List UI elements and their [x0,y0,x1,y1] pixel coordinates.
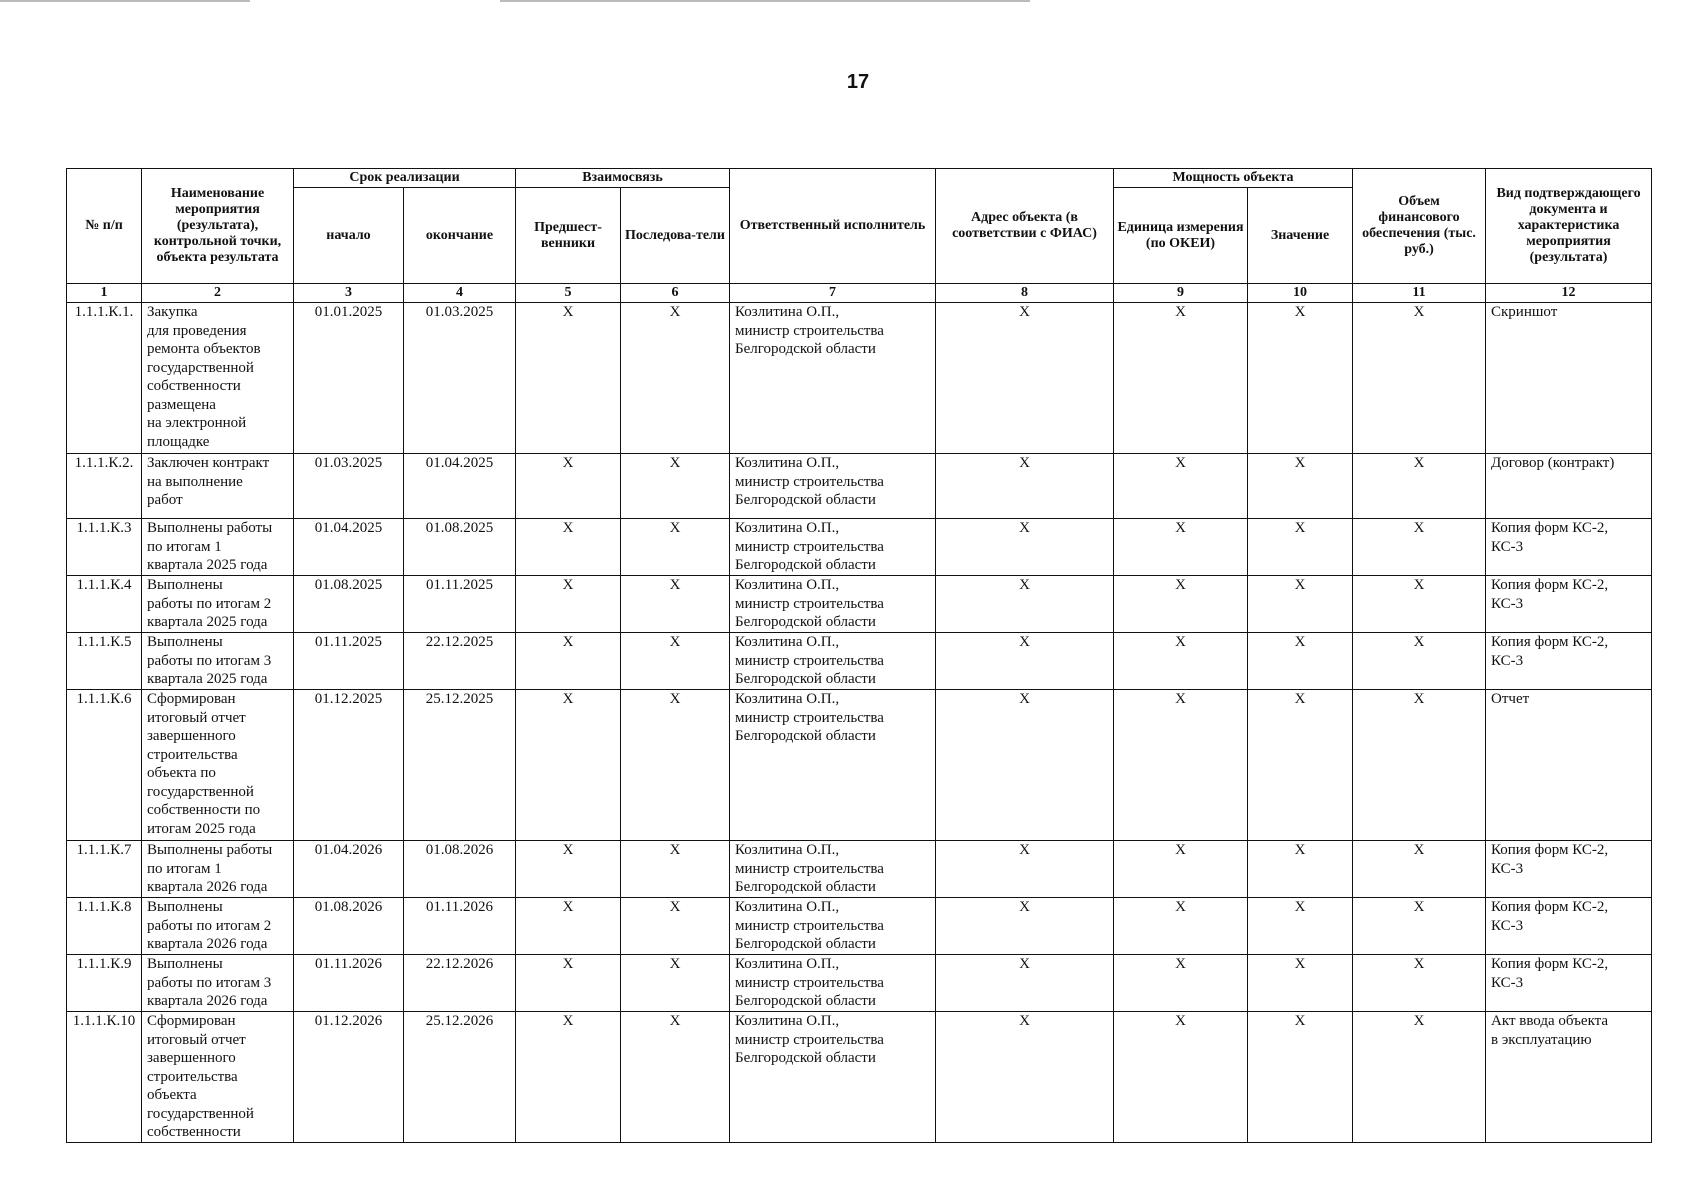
row-number: 1.1.1.К.1. [67,303,142,454]
start-date: 01.04.2025 [294,519,404,576]
finance-volume: Х [1353,633,1486,690]
event-name-line: работы по итогам 3 [147,652,272,669]
responsible-line: Козлитина О.П., [735,520,840,536]
document-type [1486,1012,1652,1143]
event-name-line: завершенного [147,1050,236,1066]
end-date: 25.12.2025 [404,690,516,841]
capacity-value: Х [1248,898,1353,955]
table-row [67,576,1652,633]
table-body [67,303,1652,1143]
successors: Х [621,303,730,454]
table-row [67,519,1652,576]
event-name-line: Выполнены [147,899,223,915]
capacity-unit: Х [1114,841,1248,898]
predecessors: Х [516,576,621,633]
event-name-line: итоговый отчет [147,1031,246,1048]
event-name-line: Выполнены [147,577,223,593]
header-unit: Единица измерения (по ОКЕИ) [1114,188,1248,284]
finance-volume: Х [1353,690,1486,841]
responsible-line: Козлитина О.П., [735,1013,840,1029]
responsible-line: Белгородской области [735,879,876,895]
column-number: 6 [621,284,730,303]
responsible [730,454,936,519]
event-name-line: Заключен контракт [147,455,270,471]
column-number: 8 [936,284,1114,303]
capacity-value: Х [1248,955,1353,1012]
event-name [142,454,294,519]
column-number-row [67,284,1652,303]
document-type [1486,633,1652,690]
row-number: 1.1.1.К.8 [67,898,142,955]
control-points-table [66,168,1652,1143]
object-address: Х [936,454,1114,519]
capacity-value: Х [1248,519,1353,576]
document-type [1486,303,1652,454]
table-row [67,454,1652,519]
event-name-line: Выполнены [147,956,223,972]
capacity-unit: Х [1114,303,1248,454]
capacity-value: Х [1248,841,1353,898]
predecessors: Х [516,303,621,454]
header-term-start: начало [294,188,404,284]
successors: Х [621,576,730,633]
column-number: 3 [294,284,404,303]
responsible-line: Козлитина О.П., [735,899,840,915]
responsible-line: министр строительства [735,538,884,555]
event-name-line: строительства [147,746,238,763]
responsible-line: министр строительства [735,1031,884,1048]
header-finance: Объем финансового обеспечения (тыс. руб.) [1353,169,1486,284]
scan-edge-line [0,0,250,2]
column-number: 10 [1248,284,1353,303]
header-link-prev: Предшест-венники [516,188,621,284]
capacity-unit: Х [1114,519,1248,576]
table-row [67,690,1652,841]
responsible-line: Козлитина О.П., [735,842,840,858]
event-name-line: Выполнены работы [147,520,273,536]
end-date: 01.03.2025 [404,303,516,454]
document-type-line: Копия форм КС-2, [1491,842,1609,858]
document-type-line: Копия форм КС-2, [1491,956,1609,972]
successors: Х [621,690,730,841]
capacity-unit: Х [1114,633,1248,690]
capacity-value: Х [1248,454,1353,519]
predecessors: Х [516,454,621,519]
header-name: Наименование мероприятия (результата), контрольной точки, объекта результата [142,169,294,284]
responsible-line: Козлитина О.П., [735,956,840,972]
start-date: 01.08.2026 [294,898,404,955]
document-type-line: Скриншот [1491,304,1558,320]
capacity-unit: Х [1114,576,1248,633]
event-name-line: собственности [147,1124,241,1140]
document-type-line: КС-3 [1491,652,1524,669]
header-doc-type: Вид подтверждающего документа и характеристика мероприятия (результата) [1486,169,1652,284]
capacity-unit: Х [1114,454,1248,519]
event-name [142,841,294,898]
row-number: 1.1.1.К.5 [67,633,142,690]
end-date: 01.11.2025 [404,576,516,633]
row-number: 1.1.1.К.3 [67,519,142,576]
event-name-line: работы по итогам 2 [147,917,272,934]
event-name-line: работы по итогам 3 [147,974,272,991]
event-name [142,303,294,454]
object-address: Х [936,690,1114,841]
responsible-line: Белгородской области [735,492,876,508]
responsible-line: Белгородской области [735,557,876,573]
end-date: 22.12.2026 [404,955,516,1012]
responsible-line: министр строительства [735,917,884,934]
finance-volume: Х [1353,955,1486,1012]
event-name-line: по итогам 1 [147,860,222,877]
responsible-line: Козлитина О.П., [735,455,840,471]
object-address: Х [936,303,1114,454]
event-name-line: завершенного [147,728,236,744]
row-number: 1.1.1.К.10 [67,1012,142,1143]
table-header [67,169,1652,303]
event-name-line: собственности [147,378,241,394]
event-name-line: работ [147,492,183,508]
event-name-line: площадке [147,433,210,450]
document-type-line: Копия форм КС-2, [1491,899,1609,915]
column-number: 5 [516,284,621,303]
responsible-line: министр строительства [735,473,884,490]
column-number: 7 [730,284,936,303]
event-name-line: квартала 2025 года [147,671,268,687]
finance-volume: Х [1353,841,1486,898]
finance-volume: Х [1353,303,1486,454]
responsible-line: Белгородской области [735,614,876,630]
start-date: 01.12.2025 [294,690,404,841]
end-date: 25.12.2026 [404,1012,516,1143]
event-name-line: Выполнены [147,634,223,650]
event-name-line: объекта по [147,765,216,781]
column-number: 12 [1486,284,1652,303]
row-number: 1.1.1.К.7 [67,841,142,898]
header-address: Адрес объекта (в соответствии с ФИАС) [936,169,1114,284]
responsible-line: Белгородской области [735,341,876,357]
object-address: Х [936,1012,1114,1143]
successors: Х [621,898,730,955]
header-value: Значение [1248,188,1353,284]
successors: Х [621,955,730,1012]
object-address: Х [936,576,1114,633]
capacity-value: Х [1248,690,1353,841]
document-type [1486,519,1652,576]
header-responsible: Ответственный исполнитель [730,169,936,284]
event-name-line: ремонта объектов [147,341,261,357]
table-row [67,1012,1652,1143]
document-type-line: Акт ввода объекта [1491,1013,1609,1029]
document-type-line: КС-3 [1491,917,1524,934]
responsible [730,841,936,898]
start-date: 01.11.2025 [294,633,404,690]
successors: Х [621,633,730,690]
responsible-line: министр строительства [735,322,884,339]
responsible [730,576,936,633]
event-name-line: Закупка [147,304,198,320]
responsible-line: Козлитина О.П., [735,634,840,650]
event-name-line: квартала 2026 года [147,936,268,952]
event-name [142,519,294,576]
responsible [730,1012,936,1143]
document-type-line: Отчет [1491,691,1530,707]
predecessors: Х [516,898,621,955]
table-row [67,633,1652,690]
responsible-line: министр строительства [735,709,884,726]
event-name-line: работы по итогам 2 [147,595,272,612]
start-date: 01.04.2026 [294,841,404,898]
event-name [142,898,294,955]
start-date: 01.03.2025 [294,454,404,519]
table-row [67,955,1652,1012]
event-name [142,576,294,633]
responsible-line: Белгородской области [735,728,876,744]
capacity-value: Х [1248,303,1353,454]
table-row [67,303,1652,454]
capacity-unit: Х [1114,690,1248,841]
table-row [67,841,1652,898]
object-address: Х [936,898,1114,955]
start-date: 01.11.2026 [294,955,404,1012]
document-type [1486,898,1652,955]
successors: Х [621,841,730,898]
document-type-line: КС-3 [1491,974,1524,991]
responsible-line: Белгородской области [735,993,876,1009]
document-type-line: Копия форм КС-2, [1491,634,1609,650]
page-number: 17 [846,71,870,93]
header-link-group: Взаимосвязь [516,169,730,188]
finance-volume: Х [1353,454,1486,519]
predecessors: Х [516,955,621,1012]
event-name [142,1012,294,1143]
header-capacity-group: Мощность объекта [1114,169,1353,188]
header-num: № п/п [67,169,142,284]
start-date: 01.01.2025 [294,303,404,454]
start-date: 01.12.2026 [294,1012,404,1143]
object-address: Х [936,633,1114,690]
document-type-line: Договор (контракт) [1491,455,1615,471]
responsible-line: Козлитина О.П., [735,577,840,593]
column-number: 11 [1353,284,1486,303]
end-date: 22.12.2025 [404,633,516,690]
event-name-line: Выполнены работы [147,842,273,858]
column-number: 4 [404,284,516,303]
event-name-line: итоговый отчет [147,709,246,726]
object-address: Х [936,841,1114,898]
event-name-line: квартала 2026 года [147,993,268,1009]
event-name-line: государственной [147,359,254,376]
event-name-line: по итогам 1 [147,538,222,555]
header-link-next: Последова-тели [621,188,730,284]
header-term-group: Срок реализации [294,169,516,188]
event-name [142,690,294,841]
event-name-line: размещена [147,396,216,413]
row-number: 1.1.1.К.2. [67,454,142,519]
end-date: 01.11.2026 [404,898,516,955]
document-type [1486,690,1652,841]
responsible-line: Белгородской области [735,936,876,952]
capacity-unit: Х [1114,898,1248,955]
finance-volume: Х [1353,1012,1486,1143]
responsible-line: Белгородской области [735,671,876,687]
responsible [730,898,936,955]
row-number: 1.1.1.К.4 [67,576,142,633]
end-date: 01.08.2026 [404,841,516,898]
successors: Х [621,519,730,576]
document-type [1486,841,1652,898]
event-name-line: государственной [147,1105,254,1122]
column-number: 1 [67,284,142,303]
end-date: 01.04.2025 [404,454,516,519]
responsible-line: Козлитина О.П., [735,304,840,320]
event-name-line: итогам 2025 года [147,820,256,837]
finance-volume: Х [1353,576,1486,633]
event-name-line: строительства [147,1068,238,1085]
predecessors: Х [516,519,621,576]
responsible-line: министр строительства [735,595,884,612]
responsible [730,633,936,690]
event-name-line: собственности по [147,802,261,818]
capacity-value: Х [1248,633,1353,690]
predecessors: Х [516,633,621,690]
predecessors: Х [516,841,621,898]
document-type-line: КС-3 [1491,538,1524,555]
document-type-line: в эксплуатацию [1491,1031,1592,1048]
start-date: 01.08.2025 [294,576,404,633]
end-date: 01.08.2025 [404,519,516,576]
event-name-line: на выполнение [147,473,243,490]
responsible-line: министр строительства [735,652,884,669]
capacity-value: Х [1248,1012,1353,1143]
event-name [142,955,294,1012]
document-type [1486,955,1652,1012]
responsible-line: министр строительства [735,860,884,877]
event-name-line: Сформирован [147,1013,236,1029]
responsible-line: министр строительства [735,974,884,991]
predecessors: Х [516,1012,621,1143]
document-type-line: Копия форм КС-2, [1491,577,1609,593]
event-name-line: Сформирован [147,691,236,707]
responsible-line: Белгородской области [735,1050,876,1066]
event-name-line: на электронной [147,415,247,431]
object-address: Х [936,519,1114,576]
column-number: 2 [142,284,294,303]
document-type-line: КС-3 [1491,860,1524,877]
event-name-line: квартала 2025 года [147,614,268,630]
capacity-unit: Х [1114,1012,1248,1143]
event-name-line: объекта [147,1087,197,1103]
responsible [730,303,936,454]
document-type-line: Копия форм КС-2, [1491,520,1609,536]
responsible [730,519,936,576]
finance-volume: Х [1353,898,1486,955]
finance-volume: Х [1353,519,1486,576]
successors: Х [621,1012,730,1143]
scan-edge-line [500,0,1030,2]
document-type [1486,454,1652,519]
capacity-unit: Х [1114,955,1248,1012]
event-name-line: для проведения [147,322,247,339]
document-type [1486,576,1652,633]
successors: Х [621,454,730,519]
event-name-line: квартала 2026 года [147,879,268,895]
row-number: 1.1.1.К.9 [67,955,142,1012]
responsible [730,690,936,841]
responsible [730,955,936,1012]
object-address: Х [936,955,1114,1012]
row-number: 1.1.1.К.6 [67,690,142,841]
predecessors: Х [516,690,621,841]
header-term-end: окончание [404,188,516,284]
event-name-line: квартала 2025 года [147,557,268,573]
column-number: 9 [1114,284,1248,303]
table-row [67,898,1652,955]
event-name-line: государственной [147,783,254,800]
document-type-line: КС-3 [1491,595,1524,612]
responsible-line: Козлитина О.П., [735,691,840,707]
capacity-value: Х [1248,576,1353,633]
event-name [142,633,294,690]
